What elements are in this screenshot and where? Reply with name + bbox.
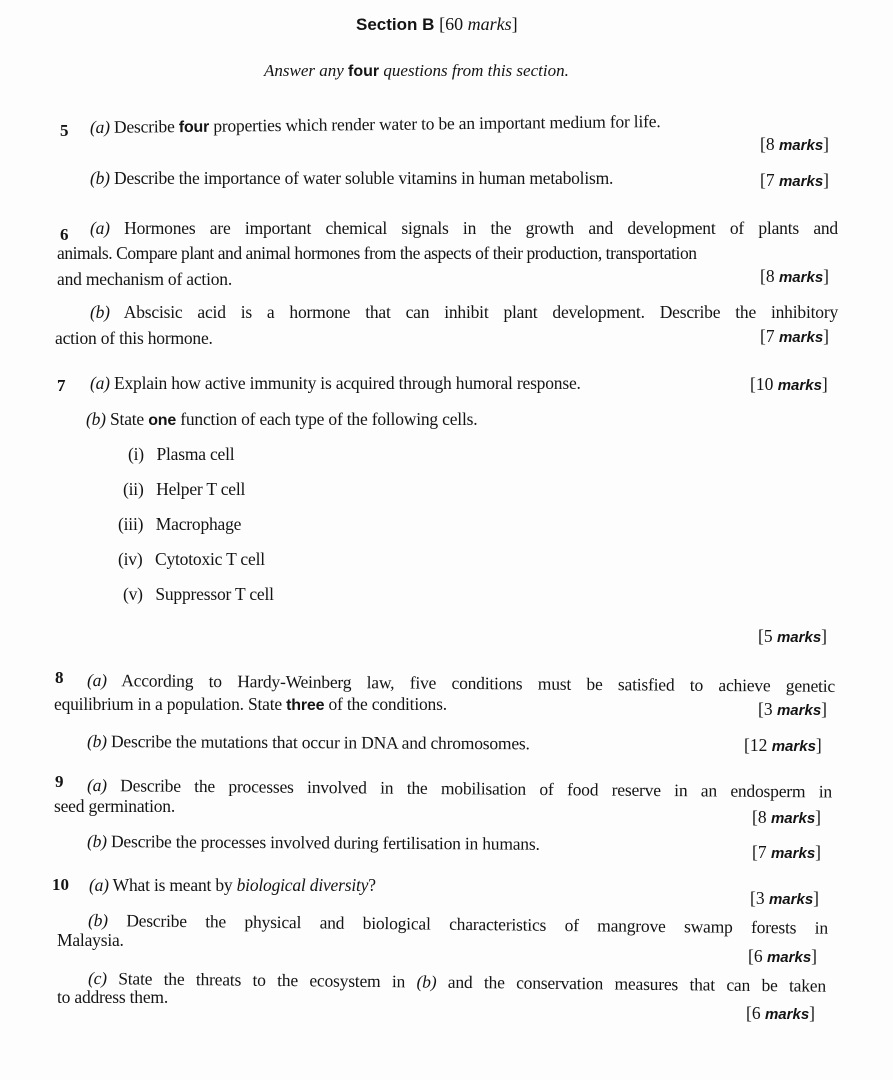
q6a-text-line-1: Hormones are important chemical signals in the growth and development of plants and	[124, 218, 838, 238]
part-label: (b)	[90, 302, 110, 322]
part-label: (b)	[86, 409, 106, 429]
q10a-term: biological diversity	[236, 875, 369, 895]
q6b-text-line-1: Abscisic acid is a hormone that can inhibit plant development. Describe the inhibitory	[123, 302, 838, 322]
question-number: 10	[52, 875, 69, 894]
marks-value: 10	[755, 374, 774, 394]
marks-label: [8 marks]	[752, 807, 821, 827]
part-label: (b)	[90, 168, 110, 188]
marks-label: [6 marks]	[748, 946, 817, 966]
marks-value: 8	[757, 807, 767, 827]
q8a-keyword: three	[286, 697, 325, 714]
list-item	[128, 444, 234, 465]
q9a-text-line-2: seed germination.	[54, 796, 176, 816]
q6a-text-line-3: and mechanism of action.	[57, 269, 233, 289]
q8a-line-2	[54, 694, 447, 715]
list-item-label: (iv)	[118, 549, 143, 569]
q10a-text-pre: What is meant by	[112, 875, 233, 895]
q6a-text-line-2: animals. Compare plant and animal hormones from the aspects of their production, transportation	[57, 243, 697, 263]
marks-label: [5 marks]	[758, 626, 827, 646]
marks-label: [7 marks]	[752, 842, 821, 862]
part-label: (a)	[89, 875, 109, 895]
q9a-text-line-1: Describe the processes involved in the mobilisation of food reserve in an endosperm in	[120, 775, 833, 802]
list-item-text: Helper T cell	[156, 479, 246, 499]
marks-label: [8 marks]	[760, 134, 829, 154]
part-label: (b)	[86, 731, 107, 752]
list-item-text: Suppressor T cell	[155, 584, 274, 604]
marks-value: 6	[753, 946, 763, 966]
question-number: 8	[55, 668, 64, 687]
question-number: 7	[57, 376, 66, 395]
q7b-text-pre: State	[110, 409, 144, 429]
q9b-text: Describe the processes involved during fertilisation in humans.	[110, 831, 540, 854]
part-label: (c)	[87, 968, 107, 989]
marks-label: [6 marks]	[746, 1003, 815, 1023]
list-item-label: (iii)	[118, 514, 144, 534]
part-label: (a)	[86, 775, 107, 796]
q10c-reference: (b)	[416, 971, 437, 992]
part-label: (a)	[89, 116, 110, 137]
section-title	[356, 14, 518, 35]
section-title-text: Section B	[356, 15, 435, 34]
q8a-line-1	[87, 670, 835, 697]
part-label: (a)	[90, 218, 110, 238]
question-number: 9	[55, 772, 64, 791]
marks-value: 3	[763, 699, 773, 719]
question-5a	[90, 111, 661, 138]
list-item	[118, 549, 265, 570]
q7a-text: Explain how active immunity is acquired through humoral response.	[114, 373, 581, 393]
q7b-keyword: one	[148, 412, 177, 429]
part-label: (a)	[86, 670, 107, 691]
list-item-label: (v)	[123, 584, 143, 604]
question-number: 5	[60, 121, 69, 140]
list-item-label: (ii)	[123, 479, 144, 499]
marks-value: 8	[765, 134, 775, 154]
question-5b	[90, 168, 613, 189]
question-7a	[90, 373, 581, 394]
list-item-text: Macrophage	[155, 514, 242, 534]
part-label: (a)	[90, 373, 110, 393]
marks-value: 12	[749, 735, 768, 755]
list-item-label: (i)	[128, 444, 144, 464]
q8a-text-line-1: According to Hardy-Weinberg law, five conditions must be satisfied to achieve genetic	[121, 670, 836, 696]
q10c-text-line-2: to address them.	[57, 987, 169, 1007]
instruction-bold: four	[348, 63, 380, 80]
marks-label: [10 marks]	[750, 374, 828, 394]
marks-value: 8	[765, 266, 775, 286]
q5a-text-pre: Describe	[113, 116, 175, 137]
marks-value: 7	[765, 326, 775, 346]
q6b-line-1	[90, 302, 838, 323]
question-number: 6	[60, 225, 69, 244]
marks-label: [3 marks]	[758, 699, 827, 719]
marks-value: 7	[757, 842, 767, 862]
list-item-text: Cytotoxic T cell	[155, 549, 265, 569]
marks-label: [7 marks]	[760, 326, 829, 346]
question-7b	[86, 409, 477, 430]
list-item	[123, 479, 245, 500]
marks-value: 3	[755, 888, 765, 908]
section-marks-word: marks	[467, 14, 512, 34]
marks-label: [8 marks]	[760, 266, 829, 286]
question-8b	[87, 731, 530, 754]
list-item	[123, 584, 274, 605]
marks-label: [12 marks]	[744, 735, 822, 755]
marks-value: 7	[765, 170, 775, 190]
part-label: (b)	[87, 910, 108, 931]
q10b-text-line-2: Malaysia.	[57, 930, 124, 950]
section-marks-number: 60	[445, 14, 464, 34]
q10c-line-1	[88, 968, 826, 997]
part-label: (b)	[86, 831, 107, 852]
q6b-text-line-2: action of this hormone.	[55, 328, 213, 348]
instruction-pre: Answer any	[264, 61, 344, 80]
q10a-text-post: ?	[368, 875, 376, 895]
section-total-marks: [60 marks]	[439, 14, 518, 34]
marks-value: 6	[751, 1003, 761, 1023]
question-9b	[87, 831, 540, 855]
q6a-line-1	[90, 218, 838, 239]
q8a-text-post: of the conditions.	[328, 694, 447, 714]
q9a-line-1	[87, 775, 832, 803]
q10c-text-post: and the conservation measures that can be taken	[447, 971, 827, 996]
q10c-text-pre: State the threats to the ecosystem in	[118, 968, 406, 992]
section-instruction	[264, 61, 569, 81]
marks-label: [3 marks]	[750, 888, 819, 908]
list-item-text: Plasma cell	[156, 444, 235, 464]
q5b-text: Describe the importance of water soluble vitamins in human metabolism.	[114, 168, 614, 188]
q7b-text-post: function of each type of the following cells.	[180, 409, 478, 429]
question-10a	[89, 875, 376, 896]
q5a-text-post: properties which render water to be an important medium for life.	[213, 111, 661, 136]
q5a-keyword: four	[178, 118, 210, 137]
marks-label: [7 marks]	[760, 170, 829, 190]
marks-value: 5	[763, 626, 773, 646]
instruction-post: questions from this section.	[383, 61, 569, 80]
q8a-text-pre: equilibrium in a population. State	[54, 694, 282, 714]
q10b-text-line-1: Describe the physical and biological characteristics of mangrove swamp forests in	[126, 910, 829, 938]
q8b-text: Describe the mutations that occur in DNA and chromosomes.	[110, 731, 530, 754]
list-item	[118, 514, 241, 535]
q10b-line-1	[88, 910, 828, 939]
